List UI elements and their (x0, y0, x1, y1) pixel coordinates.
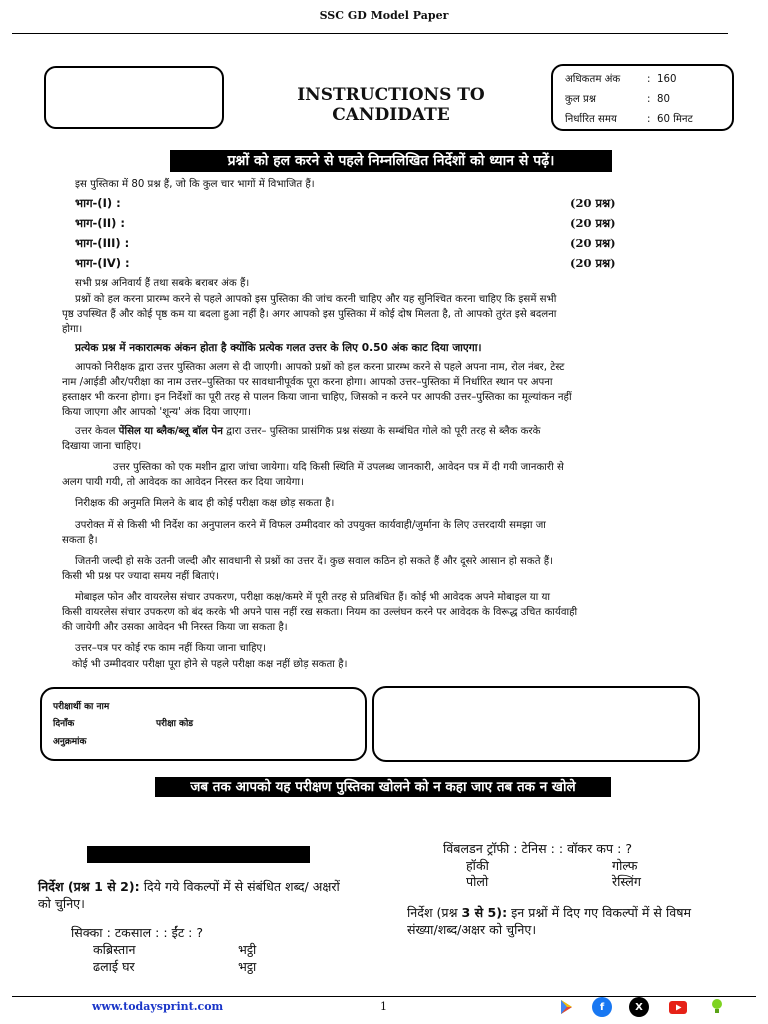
negative-marking-text: प्रत्येक प्रश्न में नकारात्मक अंकन होता है क्योंकि प्रत्येक गलत उत्तर के लिए 0.50 अंक काट दिया जाएगा। (75, 342, 482, 354)
option: कब्रिस्तान (93, 942, 136, 957)
banner-read-instructions: प्रश्नों को हल करने से पहले निम्नलिखित निर्देशों को ध्यान से पढ़ें। (170, 150, 612, 172)
rule-text: उत्तर पुस्तिका को एक मशीन द्वारा जांचा जायेगा। यदि किसी स्थिति में उपलब्ध जानकारी, आवेदन पत्र में दी गयी जानकारी से (113, 462, 564, 473)
signature-box (372, 686, 700, 762)
roll-number-label: अनुक्रमांक (53, 737, 87, 747)
option: पोलो (466, 874, 489, 889)
rule-text: किया जाएगा और आपको 'शून्य' अंक दिया जाएगा। (62, 407, 251, 418)
date-label: दिनाँक (53, 719, 75, 729)
bulb-icon[interactable] (707, 997, 727, 1017)
rule-text: कोई भी उम्मीदवार परीक्षा पूरा होने से पहले परीक्षा कक्ष नहीं छोड़ सकता है। (72, 659, 348, 670)
direction-q1-2 (38, 878, 368, 895)
rule-text: नाम /आईडी और/परीक्षा का नाम उत्तर–पुस्तिका पर सावधानीपूर्वक पूरा करना होगा। आपको उत्तर–पुस्तिका में निर्धारित स्थान पर अपना (62, 377, 553, 388)
rule-text: अलग पायी गयी, तो आवेदक का आवेदन निरस्त कर दिया जायेगा। (62, 477, 304, 488)
info-row: कुल प्रश्न : 80 (565, 91, 725, 105)
option: भट्ठा (238, 959, 257, 974)
pen-text: उत्तर केवल (75, 426, 119, 437)
candidate-name-label: परीक्षार्थी का नाम (53, 702, 110, 712)
rule-text: पृष्ठ उपस्थित हैं और कोई पृष्ठ कम या बदला हुआ नहीं है। अगर आपको इस पुस्तिका में कोई दोष मिलता है, तो आपको तुरंत इसे बदलना (62, 309, 557, 320)
direction-label: 3 से 5): (461, 905, 508, 920)
part-label: भाग-(II) : (75, 216, 125, 230)
header-rule (12, 33, 728, 34)
rule-text: निरीक्षक की अनुमति मिलने के बाद ही कोई परीक्षा कक्ष छोड़ सकता है। (75, 498, 335, 509)
option: भट्ठी (238, 942, 257, 957)
part-label: भाग-(III) : (75, 236, 130, 250)
direction-text: दिये गये विकल्पों में से संबंधित शब्द/ अक्षरों (139, 879, 340, 894)
info-label: निर्धारित समय (565, 114, 617, 125)
instructions-heading: INSTRUCTIONS TO CANDIDATE (297, 85, 485, 125)
option: गोल्फ (612, 858, 638, 873)
rule-text: दिखाया जाना चाहिए। (62, 441, 142, 452)
rule-text: किसी भी प्रश्न पर ज्यादा समय नहीं बिताएं। (62, 571, 219, 582)
rule-text: सभी प्रश्न अनिवार्य हैं तथा सबके बराबर अंक हैं। (75, 278, 250, 289)
info-label: अधिकतम अंक (565, 74, 621, 85)
page-number: 1 (380, 1000, 387, 1013)
rule-text: जितनी जल्दी हो सके उतनी जल्दी और सावधानी से प्रश्नों का उत्तर दें। कुछ सवाल कठिन हो सकते हैं और दूसरे आसान हो सकते हैं। (75, 556, 554, 567)
rule-text: होगा। (62, 324, 83, 335)
direction-text: निर्देश (प्रश्न (407, 905, 462, 920)
rule-text: मोबाइल फोन और वायरलेस संचार उपकरण, परीक्षा कक्ष/कमरे में पूरी तरह से प्रतिबंधित हैं। कोई भी आवेदक अपने मोबाइल या या (75, 592, 551, 603)
play-store-icon[interactable] (556, 997, 576, 1017)
direction-text: को चुनिए। (38, 896, 85, 911)
rule-text: किसी वायरलेस संचार उपकरण को बंद करके भी अपने पास नहीं रख सकता। नियम का उल्लंघन करने पर आवेदक के विरूद्ध उचित कार्यवाही (62, 607, 578, 618)
question-2: विंबलडन ट्रॉफी : टेनिस : : वॉकर कप : ? (443, 841, 633, 856)
part-count: (20 प्रश्न) (570, 196, 616, 210)
part-count: (20 प्रश्न) (570, 216, 616, 230)
direction-text: संख्या/शब्द/अक्षर को चुनिए। (407, 922, 537, 937)
info-row: निर्धारित समय : 60 मिनट (565, 111, 725, 125)
pen-text: द्वारा उत्तर– पुस्तिका प्रासंगिक प्रश्न संख्या के सम्बंधित गोले को पूरी तरह से ब्लैक करके (222, 426, 541, 437)
direction-label: निर्देश (प्रश्न 1 से 2): (38, 879, 140, 894)
rule-text: की जायेगी और उसका आवेदन भी निरस्त किया जा सकता है। (62, 622, 288, 633)
website-link[interactable]: www.todaysprint.com (92, 1000, 224, 1013)
facebook-icon[interactable]: f (592, 997, 612, 1017)
rule-text: प्रश्नों को हल करना प्रारम्भ करने से पहले आपको इस पुस्तिका की जांच करनी चाहिए और यह सुनिश्चित करना चाहिए कि इसमें सभी (75, 294, 557, 305)
candidate-info-box (40, 687, 367, 761)
rule-text: आपको निरीक्षक द्वारा उत्तर पुस्तिका अलग से दी जाएगी। आपको प्रश्नों को हल करना प्रारम्भ करने से पहले अपना नाम, रोल नंबर, टेस्ट (75, 362, 565, 373)
pen-type: पेंसिल या ब्लैक/ब्लू बॉल पेन (118, 426, 223, 437)
info-value: 80 (657, 94, 670, 105)
info-value: 160 (657, 74, 677, 85)
banner-do-not-open: जब तक आपको यह परीक्षण पुस्तिका खोलने को न कहा जाए तब तक न खोले (155, 777, 611, 797)
youtube-icon[interactable] (668, 997, 688, 1017)
intro-text: इस पुस्तिका में 80 प्रश्न हैं, जो कि कुल चार भागों में विभाजित हैं। (75, 179, 315, 190)
exam-code-label: परीक्षा कोड (156, 719, 194, 729)
footer-rule (12, 996, 756, 997)
redaction-bar (87, 846, 310, 863)
option: हॉकी (466, 858, 489, 873)
direction-q3-5 (407, 904, 742, 921)
rule-text: उत्तर–पत्र पर कोई रफ काम नहीं किया जाना चाहिए। (75, 643, 267, 654)
info-row: अधिकतम अंक : 160 (565, 71, 725, 85)
part-label: भाग-(IV) : (75, 256, 130, 270)
part-count: (20 प्रश्न) (570, 236, 616, 250)
pen-instruction (75, 424, 735, 439)
question-1: सिक्का : टकसाल : : ईंट : ? (71, 925, 204, 940)
rule-text: सकता है। (62, 535, 98, 546)
info-value: 60 मिनट (657, 114, 693, 125)
rule-text: उपरोक्त में से किसी भी निर्देश का अनुपालन करने में विफल उम्मीदवार को उपयुक्त कार्यवाही/जुर्माना के लिए उत्तरदायी समझा जा (75, 520, 546, 531)
info-label: कुल प्रश्न (565, 94, 596, 105)
part-label: भाग-(I) : (75, 196, 121, 210)
rule-text: हस्ताक्षर भी करना होगा। इन निर्देशों का पूरी तरह से पालन किया जाना चाहिए, जिसको न करने पर आपकी उत्तर–पुस्तिका का मूल्यांकन नहीं (62, 392, 572, 403)
part-count: (20 प्रश्न) (570, 256, 616, 270)
option: रेस्लिंग (612, 874, 641, 889)
header-title: SSC GD Model Paper (319, 9, 449, 22)
exam-info-box (551, 64, 734, 131)
x-icon[interactable]: X (629, 997, 649, 1017)
option: ढलाई घर (93, 959, 135, 974)
blank-box (44, 66, 224, 129)
direction-text: इन प्रश्नों में दिए गए विकल्पों में से विषम (507, 905, 692, 920)
